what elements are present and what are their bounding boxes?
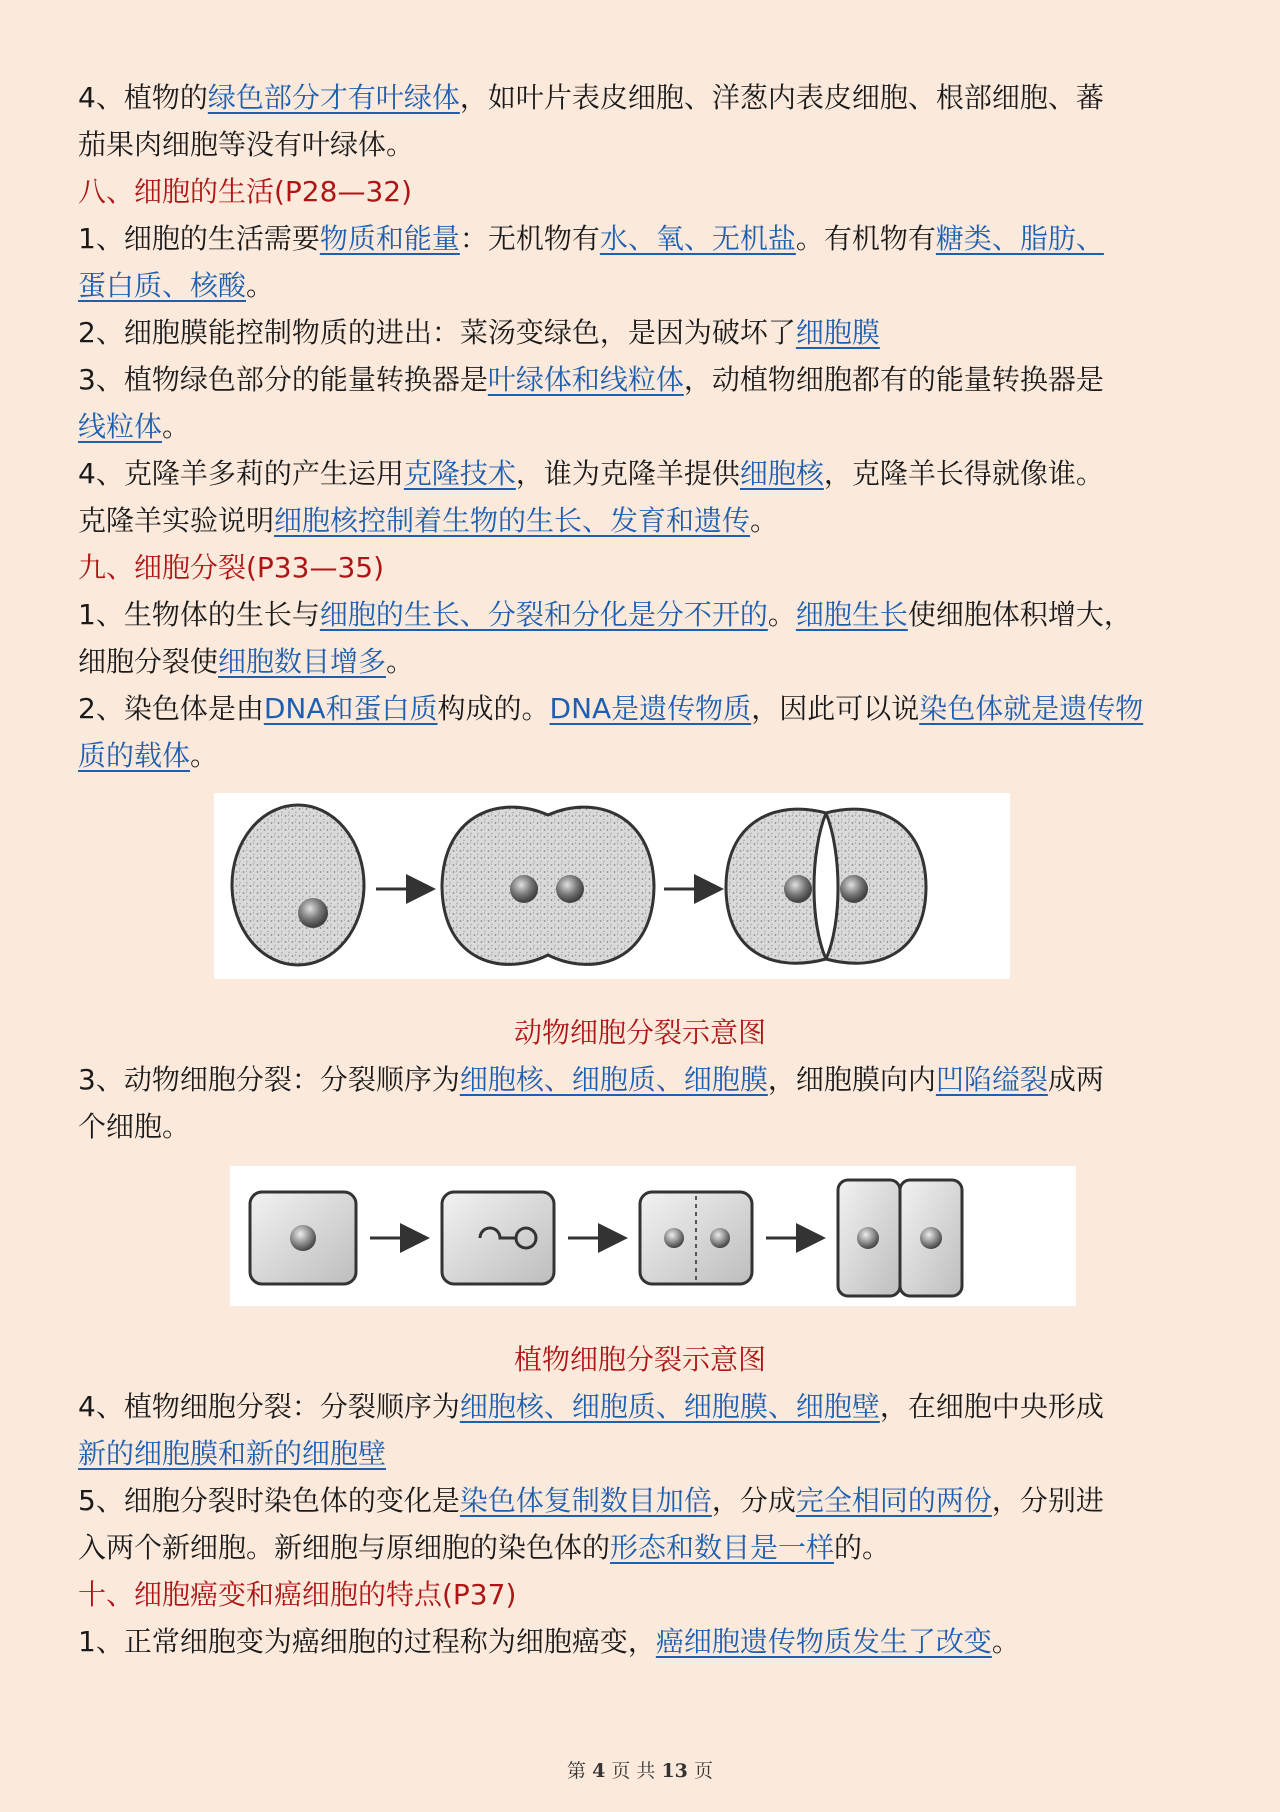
animal-cell-stage-1 [232,805,364,965]
text-segment: ，因此可以说 [751,692,920,725]
line [78,309,1202,356]
text-segment: 入两个新细胞。新细胞与原细胞的染色体的 [78,1531,611,1564]
text-segment: 。有机物有 [795,222,936,255]
figure-caption: 植物细胞分裂示意图 [513,1343,766,1376]
text-segment: 。 [190,739,219,772]
footer-prefix: 第 [567,1760,587,1782]
section-heading-10 [78,1571,1202,1618]
line [78,1056,1202,1103]
text-segment: 。 [750,504,779,537]
text-segment: 4、克隆羊多莉的产生运用 [78,457,404,490]
animal-cell-division-diagram [214,793,1010,979]
text-segment: 。 [767,598,796,631]
page-number: 4 [592,1760,606,1782]
line [78,591,1202,638]
text-segment: 茄果肉细胞等没有叶绿体。 [78,128,415,161]
key-term: DNA和蛋白质 [263,692,438,725]
text-segment: 4、植物细胞分裂：分裂顺序为 [78,1390,460,1423]
key-term: 水、氧、无机盐 [599,222,796,255]
key-term: 细胞核、细胞质、细胞膜、细胞壁 [459,1390,880,1423]
text-segment: 1、细胞的生活需要 [78,222,320,255]
text-segment: 的。 [834,1531,891,1564]
text-segment: 构成的。 [437,692,550,725]
key-term: 完全相同的两份 [795,1484,992,1517]
nucleus [290,1225,316,1251]
nucleus [298,898,328,928]
key-term: 癌细胞遗传物质发生了改变 [655,1625,992,1658]
line [78,1383,1202,1430]
content [78,74,1202,1665]
plant-cell-division-diagram [230,1166,1076,1306]
nucleus [664,1228,684,1248]
footer-suffix: 页 [693,1760,713,1782]
footer-middle: 页 共 [611,1760,656,1782]
heading-text: 十、细胞癌变和癌细胞的特点(P37) [78,1578,517,1611]
key-term: 克隆技术 [403,457,516,490]
key-term: 细胞膜 [795,316,880,349]
text-segment: 克隆羊实验说明 [78,504,275,537]
section-heading-9 [78,544,1202,591]
heading-text: 八、细胞的生活(P28—32) [78,175,412,208]
line [78,121,1202,168]
line [78,1524,1202,1571]
text-segment: 细胞分裂使 [78,645,219,678]
key-term: 细胞核控制着生物的生长、发育和遗传 [274,504,751,537]
text-segment: ，分成 [711,1484,796,1517]
text-segment: 2、细胞膜能控制物质的进出：菜汤变绿色，是因为破坏了 [78,316,796,349]
key-term: 细胞数目增多 [218,645,387,678]
line [78,497,1202,544]
text-segment: 。 [162,410,191,443]
nucleus [556,875,584,903]
text-segment: ，谁为克隆羊提供 [515,457,740,490]
key-term: 细胞生长 [795,598,908,631]
line [78,1430,1202,1477]
figure-caption: 动物细胞分裂示意图 [513,1016,766,1049]
text-segment: ，克隆羊长得就像谁。 [823,457,1104,490]
line [78,74,1202,121]
text-segment: 2、染色体是由 [78,692,264,725]
text-segment: 使细胞体积增大， [907,598,1132,631]
text-segment: 1、正常细胞变为癌细胞的过程称为细胞癌变， [78,1625,656,1658]
key-term: 绿色部分才有叶绿体 [207,81,460,114]
nucleus [510,875,538,903]
total-pages: 13 [661,1760,688,1782]
nucleus [784,875,812,903]
page-footer [0,1756,1280,1783]
text-segment: 4、植物的 [78,81,208,114]
nucleus [857,1227,879,1249]
key-term: 蛋白质、核酸 [78,269,247,302]
text-segment: ，在细胞中央形成 [879,1390,1104,1423]
text-segment: ，细胞膜向内 [767,1063,936,1096]
key-term: 线粒体 [78,410,163,443]
line [78,403,1202,450]
line [78,638,1202,685]
key-term: 新的细胞膜和新的细胞壁 [78,1437,387,1470]
text-segment: 3、植物绿色部分的能量转换器是 [78,363,488,396]
text-segment: 。 [386,645,415,678]
line [78,450,1202,497]
text-segment: 。 [991,1625,1020,1658]
key-term: 形态和数目是一样 [610,1531,835,1564]
key-term: 染色体就是遗传物 [919,692,1144,725]
text-segment: ，如叶片表皮细胞、洋葱内表皮细胞、根部细胞、蕃 [459,81,1104,114]
key-term: 物质和能量 [319,222,460,255]
text-segment: ：无机物有 [459,222,600,255]
text-segment: 1、生物体的生长与 [78,598,320,631]
text-segment: ，动植物细胞都有的能量转换器是 [683,363,1104,396]
line [78,1618,1202,1665]
nucleus [710,1228,730,1248]
text-segment: 3、动物细胞分裂：分裂顺序为 [78,1063,460,1096]
text-segment: 个细胞。 [78,1110,191,1143]
line [78,215,1202,262]
nucleus [840,875,868,903]
line [78,685,1202,732]
key-term: DNA是遗传物质 [549,692,752,725]
section-heading-8 [78,168,1202,215]
key-term: 染色体复制数目加倍 [459,1484,712,1517]
text-segment: 成两 [1047,1063,1104,1096]
heading-text: 九、细胞分裂(P33—35) [78,551,384,584]
plant-cell-division-figure [78,1166,1202,1308]
key-term: 叶绿体和线粒体 [487,363,684,396]
line [78,1103,1202,1150]
animal-cell-stage-2 [442,807,654,964]
key-term: 细胞核、细胞质、细胞膜 [459,1063,768,1096]
line [78,732,1202,779]
text-segment: 。 [246,269,275,302]
key-term: 质的载体 [78,739,191,772]
line [78,356,1202,403]
text-segment: ，分别进 [991,1484,1104,1517]
text-segment: 5、细胞分裂时染色体的变化是 [78,1484,460,1517]
nucleus [920,1227,942,1249]
line [78,1477,1202,1524]
key-term: 凹陷缢裂 [935,1063,1048,1096]
animal-cell-division-figure [78,793,1202,979]
key-term: 细胞核 [739,457,824,490]
line [78,262,1202,309]
key-term: 糖类、脂肪、 [935,222,1104,255]
key-term: 细胞的生长、分裂和分化是分不开的 [319,598,768,631]
